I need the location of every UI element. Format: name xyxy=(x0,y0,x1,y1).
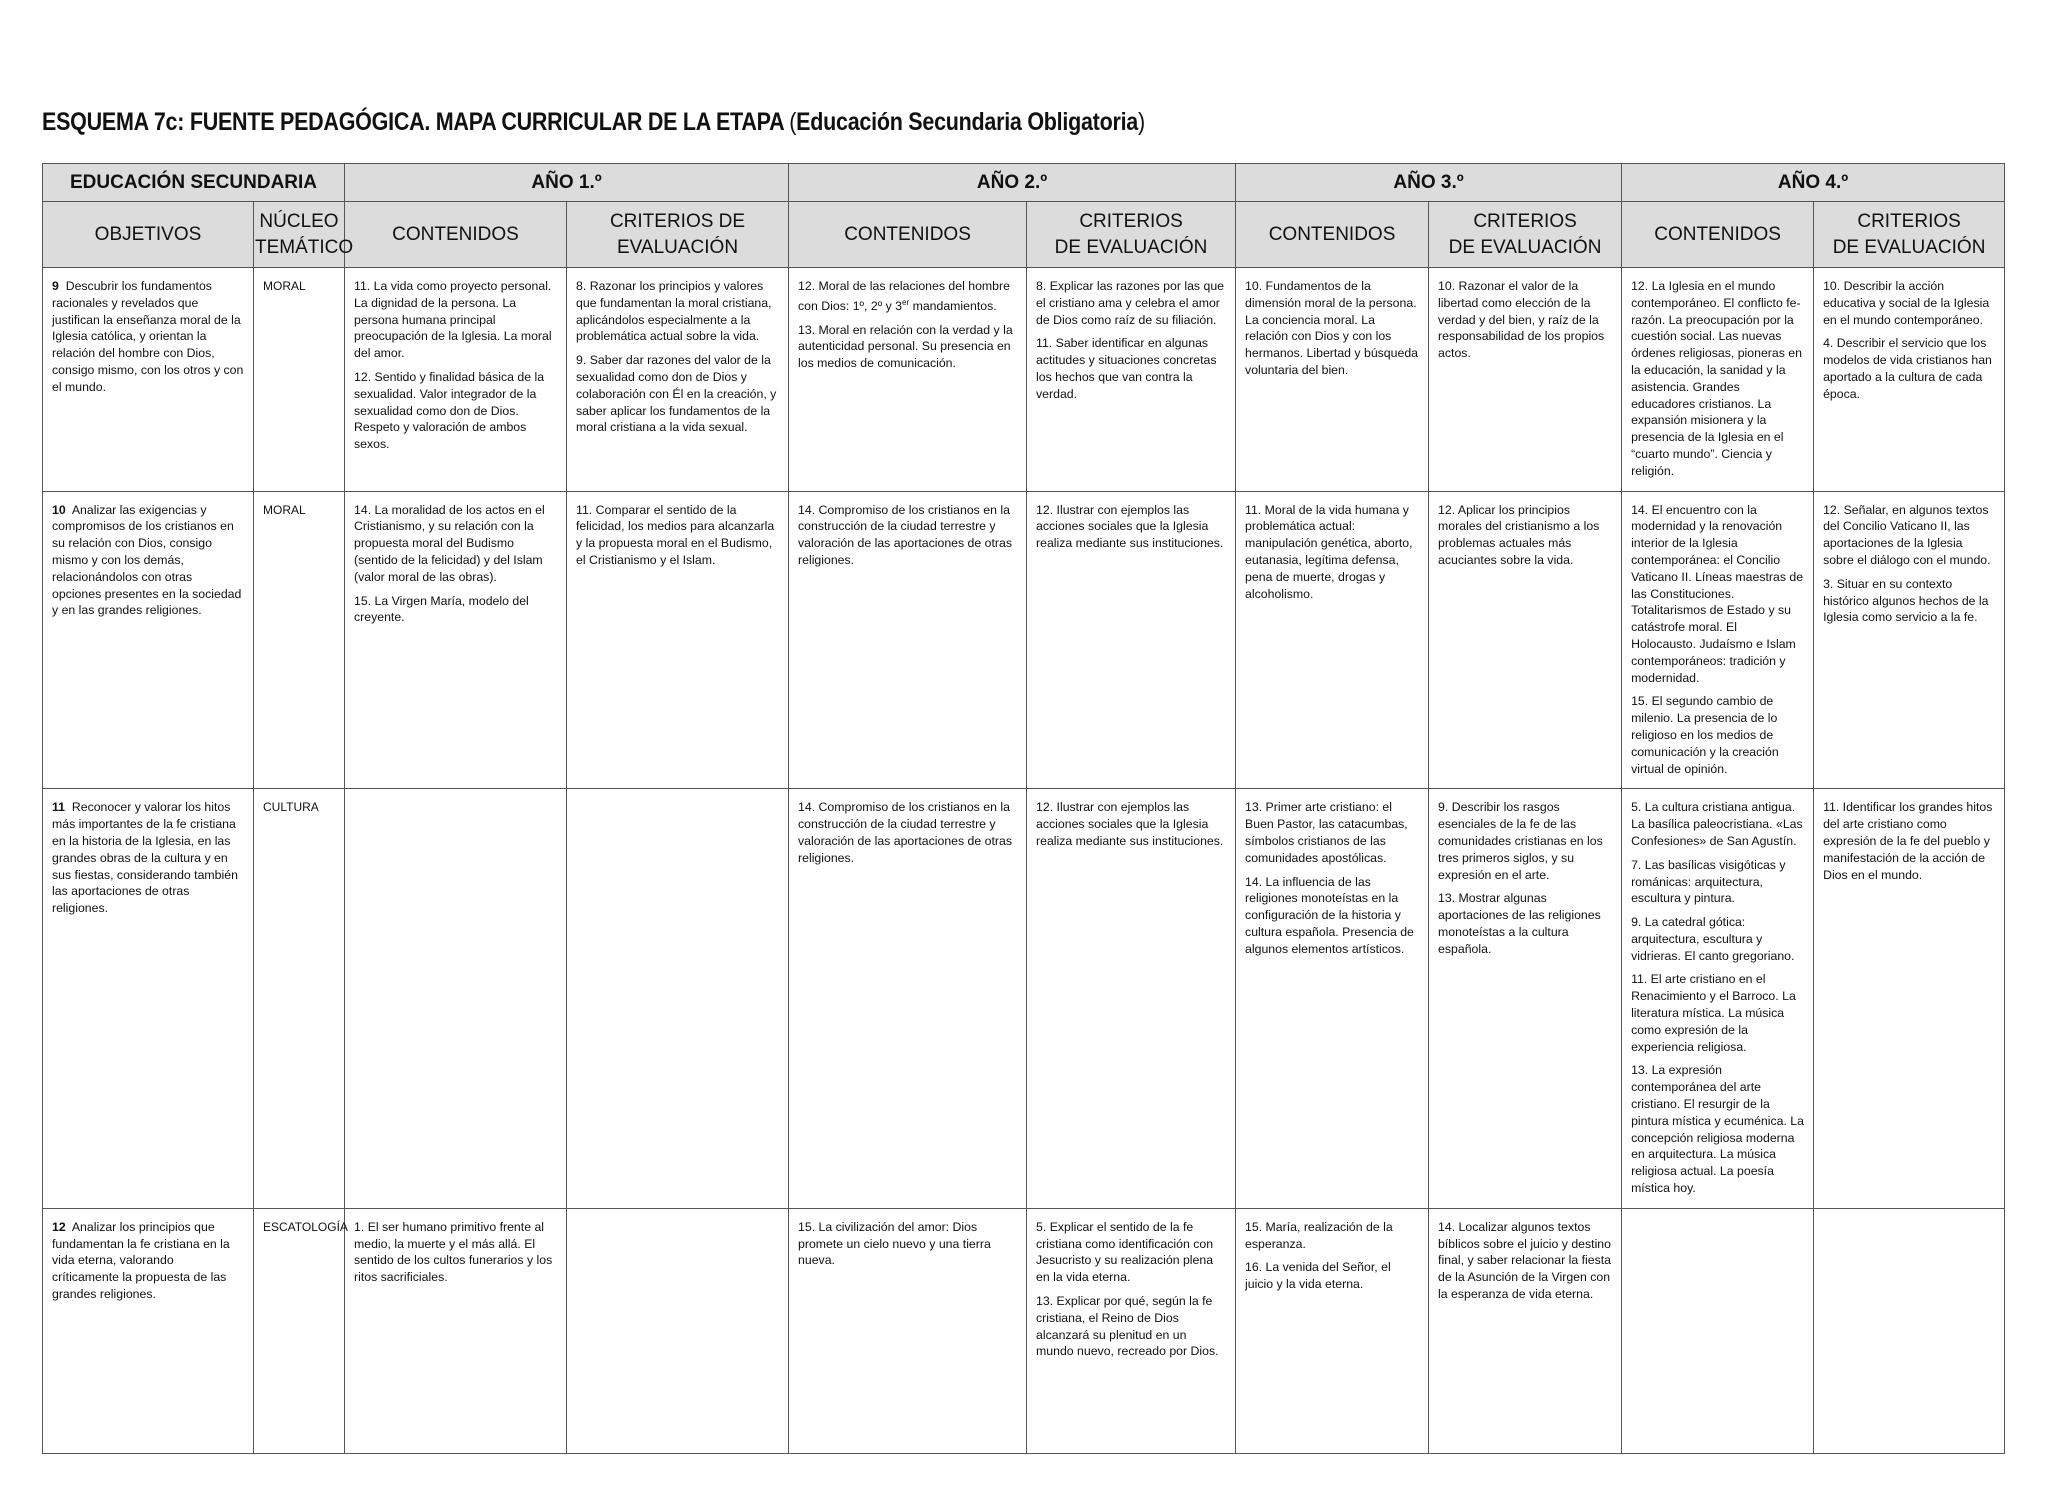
criterios-cell xyxy=(567,789,789,1209)
contenidos-cell: 12. Moral de las relaciones del hombre con Dios: 1º, 2º y 3er mandamientos. 13. Moral en relación con la verdad y la autenticidad personal. Su presencia en los medios de comunicación. xyxy=(789,268,1027,492)
page-title xyxy=(42,108,1145,137)
criterios-cell: 5. Explicar el sentido de la fe cristiana como identificación con Jesucristo y su realización plena en la vida eterna. 13. Explicar por qué, según la fe cristiana, el Reino de Dios alcanzará su plenitud en un mundo nuevo, recreado por Dios. xyxy=(1027,1208,1236,1453)
criterios-cell: 8. Explicar las razones por las que el cristiano ama y celebra el amor de Dios como raíz de su filiación. 11. Saber identificar en algunas actitudes y situaciones concretas los hechos que van contra la verdad. xyxy=(1027,268,1236,492)
contenidos-cell: 11. Moral de la vida humana y problemática actual: manipulación genética, aborto, eutanasia, legítima defensa, pena de muerte, drogas y alcoholismo. xyxy=(1236,491,1429,789)
contenidos-cell: 14. Compromiso de los cristianos en la construcción de la ciudad terrestre y valoración de las aportaciones de otras religiones. xyxy=(789,491,1027,789)
table-row xyxy=(43,268,2005,492)
header-anio-3: AÑO 3.º xyxy=(1236,164,1622,202)
header-contenidos-1: CONTENIDOS xyxy=(345,202,567,268)
header-criterios-1: CRITERIOS DE EVALUACIÓN xyxy=(567,202,789,268)
header-contenidos-4: CONTENIDOS xyxy=(1622,202,1814,268)
contenidos-cell: 15. La civilización del amor: Dios promete un cielo nuevo y una tierra nueva. xyxy=(789,1208,1027,1453)
nucleo-cell: ESCATOLOGÍA xyxy=(254,1208,345,1453)
title-parenthetical: (Educación Secundaria Obligatoria) xyxy=(789,108,1145,136)
contenidos-cell xyxy=(1622,1208,1814,1453)
title-subtitle: Educación Secundaria Obligatoria xyxy=(796,108,1138,136)
criterios-cell: 11. Comparar el sentido de la felicidad, los medios para alcanzarla y la propuesta moral en el Budismo, el Cristianismo y el Islam. xyxy=(567,491,789,789)
criterios-cell: 8. Razonar los principios y valores que fundamentan la moral cristiana, aplicándolos especialmente a la problemática actual sobre la vida. 9. Saber dar razones del valor de la sexualidad como don de Dios y colaboración con Él en la creación, y saber aplicar los fundamentos de la moral cristiana a la vida sexual. xyxy=(567,268,789,492)
header-contenidos-2: CONTENIDOS xyxy=(789,202,1027,268)
contenidos-cell: 13. Primer arte cristiano: el Buen Pastor, las catacumbas, símbolos cristianos de las comunidades apostólicas. 14. La influencia de las religiones monoteístas en la configuración de la historia y cultura española. Presencia de algunos elementos artísticos. xyxy=(1236,789,1429,1209)
contenidos-cell: 12. La Iglesia en el mundo contemporáneo. El conflicto fe-razón. La preocupación por la cuestión social. Las nuevas órdenes religiosas, pioneras en la educación, la sanidad y la asistencia. Grandes educadores cristianos. La expansión misionera y la presencia de la Iglesia en el “cuarto mundo”. Ciencia y religión. xyxy=(1622,268,1814,492)
header-criterios-2: CRITERIOS DE EVALUACIÓN xyxy=(1027,202,1236,268)
header-objetivos: OBJETIVOS xyxy=(43,202,254,268)
contenidos-cell: 10. Fundamentos de la dimensión moral de la persona. La conciencia moral. La relación con Dios y con los hermanos. Libertad y búsqueda voluntaria del bien. xyxy=(1236,268,1429,492)
curriculum-table xyxy=(42,163,2005,1454)
contenidos-cell: 14. El encuentro con la modernidad y la renovación interior de la Iglesia contemporánea: el Concilio Vaticano II. Líneas maestras de las Constituciones. Totalitarismos de Estado y su catástrofe moral. El Holocausto. Judaísmo e Islam contemporáneos: tradición y modernidad. 15. El segundo cambio de milenio. La presencia de lo religioso en los medios de comunicación y la creación virtual de opinión. xyxy=(1622,491,1814,789)
criterios-cell: 12. Aplicar los principios morales del cristianismo a los problemas actuales más acuciantes sobre la vida. xyxy=(1429,491,1622,789)
nucleo-cell: MORAL xyxy=(254,268,345,492)
criterios-cell: 10. Razonar el valor de la libertad como elección de la verdad y del bien, y raíz de la responsabilidad de los propios actos. xyxy=(1429,268,1622,492)
contenidos-cell: 11. La vida como proyecto personal. La dignidad de la persona. La persona humana principal preocupación de la Iglesia. La moral del amor. 12. Sentido y finalidad básica de la sexualidad. Valor integrador de la sexualidad como don de Dios. Respeto y valoración de ambos sexos. xyxy=(345,268,567,492)
contenidos-cell xyxy=(345,789,567,1209)
header-criterios-3: CRITERIOS DE EVALUACIÓN xyxy=(1429,202,1622,268)
header-criterios-4: CRITERIOS DE EVALUACIÓN xyxy=(1814,202,2005,268)
header-anio-1: AÑO 1.º xyxy=(345,164,789,202)
objetivo-cell: 10 Analizar las exigencias y compromisos de los cristianos en su relación con Dios, consigo mismo y con los demás, relacionándolos con otras opciones presentes en la sociedad y en las grandes religiones. xyxy=(43,491,254,789)
criterios-cell xyxy=(567,1208,789,1453)
header-anio-4: AÑO 4.º xyxy=(1622,164,2005,202)
contenidos-cell: 14. La moralidad de los actos en el Cristianismo, y su relación con la propuesta moral del Budismo (sentido de la felicidad) y del Islam (valor moral de las obras). 15. La Virgen María, modelo del creyente. xyxy=(345,491,567,789)
criterios-cell: 12. Ilustrar con ejemplos las acciones sociales que la Iglesia realiza mediante sus instituciones. xyxy=(1027,491,1236,789)
objetivo-cell: 9 Descubrir los fundamentos racionales y revelados que justifican la enseñanza moral de la Iglesia católica, y orientan la relación del hombre con Dios, consigo mismo, con los otros y con el mundo. xyxy=(43,268,254,492)
header-nucleo: NÚCLEO TEMÁTICO xyxy=(254,202,345,268)
criterios-cell xyxy=(1814,1208,2005,1453)
header-contenidos-3: CONTENIDOS xyxy=(1236,202,1429,268)
criterios-cell: 14. Localizar algunos textos bíblicos sobre el juicio y destino final, y saber relacionar la fiesta de la Asunción de la Virgen con la esperanza de vida eterna. xyxy=(1429,1208,1622,1453)
objetivo-cell: 12 Analizar los principios que fundamentan la fe cristiana en la vida eterna, valorando críticamente la propuesta de las grandes religiones. xyxy=(43,1208,254,1453)
header-etapa: EDUCACIÓN SECUNDARIA xyxy=(43,164,345,202)
header-anio-2: AÑO 2.º xyxy=(789,164,1236,202)
contenidos-cell: 5. La cultura cristiana antigua. La basílica paleocristiana. «Las Confesiones» de San Agustín. 7. Las basílicas visigóticas y románicas: arquitectura, escultura y pintura. 9. La catedral gótica: arquitectura, escultura y vidrieras. El canto gregoriano. 11. El arte cristiano en el Renacimiento y el Barroco. La literatura mística. La música como expresión de la experiencia religiosa. 13. La expresión contemporánea del arte cristiano. El resurgir de la pintura mística y ecuménica. La concepción religiosa moderna en arquitectura. La música religiosa actual. La poesía mística hoy. xyxy=(1622,789,1814,1209)
contenidos-cell: 15. María, realización de la esperanza. 16. La venida del Señor, el juicio y la vida eterna. xyxy=(1236,1208,1429,1453)
nucleo-cell: MORAL xyxy=(254,491,345,789)
contenidos-cell: 14. Compromiso de los cristianos en la construcción de la ciudad terrestre y valoración de las aportaciones de otras religiones. xyxy=(789,789,1027,1209)
criterios-cell: 12. Señalar, en algunos textos del Concilio Vaticano II, las aportaciones de la Iglesia sobre el diálogo con el mundo. 3. Situar en su contexto histórico algunos hechos de la Iglesia como servicio a la fe. xyxy=(1814,491,2005,789)
criterios-cell: 11. Identificar los grandes hitos del arte cristiano como expresión de la fe del pueblo y manifestación de la acción de Dios en el mundo. xyxy=(1814,789,2005,1209)
table-row xyxy=(43,789,2005,1209)
criterios-cell: 9. Describir los rasgos esenciales de la fe de las comunidades cristianas en los tres primeros siglos, y su expresión en el arte. 13. Mostrar algunas aportaciones de las religiones monoteístas a la cultura española. xyxy=(1429,789,1622,1209)
criterios-cell: 12. Ilustrar con ejemplos las acciones sociales que la Iglesia realiza mediante sus instituciones. xyxy=(1027,789,1236,1209)
criterios-cell: 10. Describir la acción educativa y social de la Iglesia en el mundo contemporáneo. 4. Describir el servicio que los modelos de vida cristianos han aportado a la cultura de cada época. xyxy=(1814,268,2005,492)
objetivo-cell: 11 Reconocer y valorar los hitos más importantes de la fe cristiana en la historia de la Iglesia, en las grandes obras de la cultura y en sus fiestas, considerando también las aportaciones de otras religiones. xyxy=(43,789,254,1209)
table-row xyxy=(43,1208,2005,1453)
table-row xyxy=(43,491,2005,789)
title-main: ESQUEMA 7c: FUENTE PEDAGÓGICA. MAPA CURRICULAR DE LA ETAPA xyxy=(42,108,784,136)
contenidos-cell: 1. El ser humano primitivo frente al medio, la muerte y el más allá. El sentido de los cultos funerarios y los ritos sacrificiales. xyxy=(345,1208,567,1453)
nucleo-cell: CULTURA xyxy=(254,789,345,1209)
